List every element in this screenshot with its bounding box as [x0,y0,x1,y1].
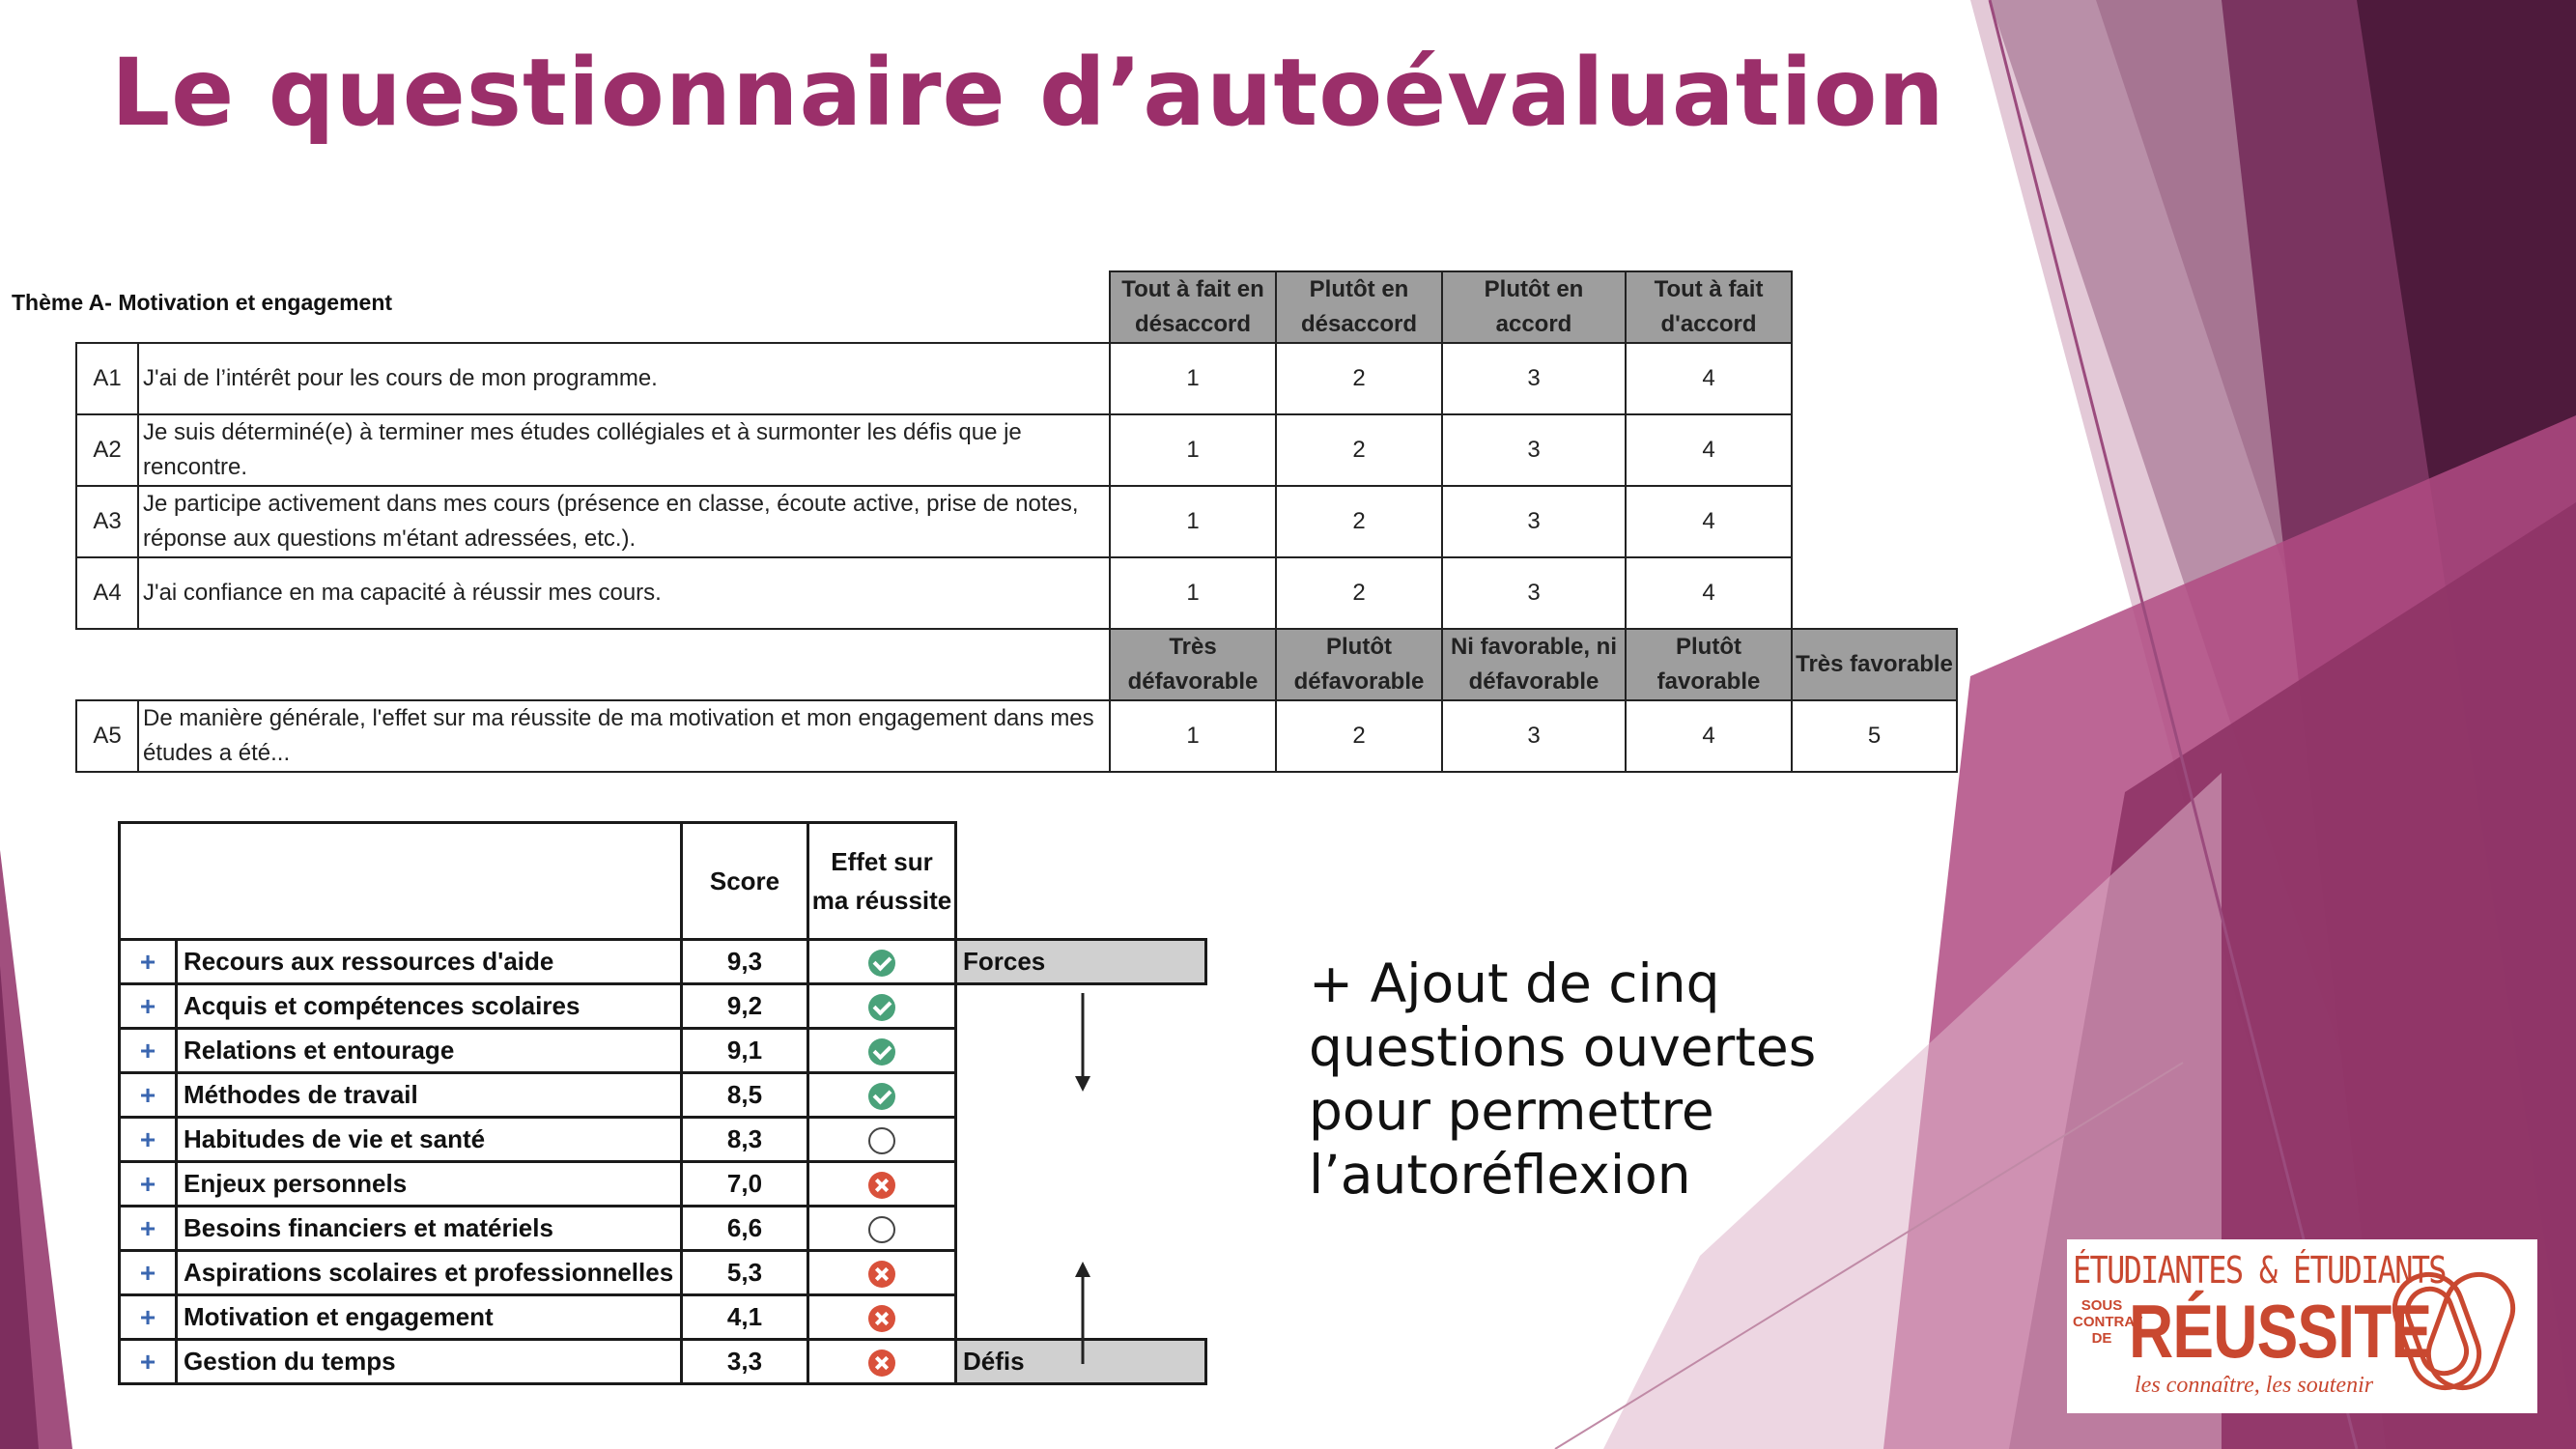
questionnaire-table [75,270,1958,773]
summary-row-effect [808,940,956,984]
defis-label: Défis [956,1340,1206,1384]
expand-plus-button[interactable]: + [120,1251,177,1295]
summary-row-label: Enjeux personnels [177,1162,682,1207]
answer-option[interactable]: 4 [1626,486,1792,557]
question-code: A1 [76,343,138,414]
check-icon [868,950,895,977]
summary-row-label: Habitudes de vie et santé [177,1118,682,1162]
summary-row-score: 4,1 [682,1295,808,1340]
score-header: Score [682,823,808,940]
forces-label: Forces [956,940,1206,984]
answer-option[interactable]: 1 [1110,557,1276,629]
logo-line1: ÉTUDIANTES & ÉTUDIANTS [2073,1249,2446,1292]
scale2-header-cell: Très favorable [1792,629,1957,700]
cross-icon [868,1172,895,1199]
theme-label: Thème A- Motivation et engagement [12,290,393,315]
question-text: J'ai confiance en ma capacité à réussir mes cours. [138,557,1110,629]
summary-row-label: Motivation et engagement [177,1295,682,1340]
answer-option[interactable]: 4 [1626,557,1792,629]
summary-row-score: 7,0 [682,1162,808,1207]
scale2-header-cell: Très défavorable [1110,629,1276,700]
answer-option[interactable]: 2 [1276,343,1442,414]
expand-plus-button[interactable]: + [120,1029,177,1073]
cross-icon [868,1350,895,1377]
empty-circle-icon [868,1127,895,1154]
expand-plus-button[interactable]: + [120,940,177,984]
answer-option[interactable]: 2 [1276,700,1442,772]
answer-option[interactable]: 2 [1276,557,1442,629]
summary-header-row [120,823,1206,940]
expand-plus-button[interactable]: + [120,1162,177,1207]
summary-row [120,940,1206,984]
open-questions-note: + Ajout de cinq questions ouvertes pour permettre l’autoréflexion [1309,952,1817,1206]
empty-circle-icon [868,1216,895,1243]
question-row [76,343,1957,414]
forces-defis-arrows [966,985,1207,1391]
summary-row-score: 5,3 [682,1251,808,1295]
summary-row-label: Aspirations scolaires et professionnelles [177,1251,682,1295]
summary-row-label: Gestion du temps [177,1340,682,1384]
scale2-header-cell: Plutôt défavorable [1276,629,1442,700]
summary-row-effect [808,984,956,1029]
summary-row-label: Besoins financiers et matériels [177,1207,682,1251]
answer-option[interactable]: 4 [1626,700,1792,772]
answer-option[interactable]: 4 [1626,343,1792,414]
question-code: A3 [76,486,138,557]
expand-plus-button[interactable]: + [120,1207,177,1251]
page-title: Le questionnaire d’autoévaluation [111,39,1945,147]
summary-row-effect [808,1073,956,1118]
question-text: J'ai de l’intérêt pour les cours de mon programme. [138,343,1110,414]
answer-option[interactable]: 1 [1110,414,1276,486]
expand-plus-button[interactable]: + [120,1340,177,1384]
check-icon [868,1038,895,1065]
summary-row-effect [808,1295,956,1340]
question-row [76,486,1957,557]
answer-option[interactable]: 3 [1442,414,1626,486]
answer-option[interactable]: 2 [1276,486,1442,557]
summary-row-score: 9,3 [682,940,808,984]
expand-plus-button[interactable]: + [120,1295,177,1340]
answer-option[interactable]: 2 [1276,414,1442,486]
summary-row-effect [808,1251,956,1295]
scale2-header-cell: Plutôt favorable [1626,629,1792,700]
scale1-header-row [76,271,1957,343]
scale2-header-row [76,629,1957,700]
check-icon [868,1083,895,1110]
check-icon [868,994,895,1021]
down-arrow-head [1075,1076,1090,1092]
answer-option[interactable]: 3 [1442,557,1626,629]
answer-option[interactable]: 3 [1442,700,1626,772]
question-row [76,700,1957,772]
summary-row-label: Relations et entourage [177,1029,682,1073]
answer-option[interactable]: 5 [1792,700,1957,772]
answer-option[interactable]: 3 [1442,486,1626,557]
summary-row-score: 6,6 [682,1207,808,1251]
summary-row-score: 8,5 [682,1073,808,1118]
up-arrow-head [1075,1262,1090,1277]
answer-option[interactable]: 1 [1110,343,1276,414]
logo [2067,1239,2537,1413]
summary-row-effect [808,1207,956,1251]
summary-row-score: 3,3 [682,1340,808,1384]
question-row [76,557,1957,629]
answer-option[interactable]: 1 [1110,700,1276,772]
summary-row-effect [808,1340,956,1384]
answer-option[interactable]: 1 [1110,486,1276,557]
scale1-header-cell: Plutôt en accord [1442,271,1626,343]
summary-row-label: Méthodes de travail [177,1073,682,1118]
summary-row-effect [808,1029,956,1073]
question-code: A4 [76,557,138,629]
summary-row-score: 9,1 [682,1029,808,1073]
scale1-header-cell: Tout à fait en désaccord [1110,271,1276,343]
expand-plus-button[interactable]: + [120,1073,177,1118]
cross-icon [868,1261,895,1288]
logo-line3: RÉUSSITE [2129,1289,2432,1374]
scale2-header-cell: Ni favorable, ni défavorable [1442,629,1626,700]
summary-row-effect [808,1118,956,1162]
question-row [76,414,1957,486]
effect-header: Effet sur ma réussite [808,823,956,940]
logo-line2: SOUS CONTRAT DE [2073,1297,2143,1347]
expand-plus-button[interactable]: + [120,1118,177,1162]
question-text: Je participe activement dans mes cours (présence en classe, écoute active, prise de notes, réponse aux questions m'étant adressées, etc.). [138,486,1110,557]
carabiner-icon [2384,1259,2529,1404]
summary-row-label: Recours aux ressources d'aide [177,940,682,984]
cross-icon [868,1305,895,1332]
summary-row-score: 9,2 [682,984,808,1029]
expand-plus-button[interactable]: + [120,984,177,1029]
scale1-header-cell: Plutôt en désaccord [1276,271,1442,343]
answer-option[interactable]: 4 [1626,414,1792,486]
question-text: Je suis déterminé(e) à terminer mes études collégiales et à surmonter les défis que je rencontre. [138,414,1110,486]
answer-option[interactable]: 3 [1442,343,1626,414]
summary-row-label: Acquis et compétences scolaires [177,984,682,1029]
scale1-header-cell: Tout à fait d'accord [1626,271,1792,343]
question-code: A5 [76,700,138,772]
question-code: A2 [76,414,138,486]
summary-row-effect [808,1162,956,1207]
question-text: De manière générale, l'effet sur ma réussite de ma motivation et mon engagement dans mes études a été... [138,700,1110,772]
summary-row-score: 8,3 [682,1118,808,1162]
logo-tagline: les connaître, les soutenir [2135,1373,2374,1398]
